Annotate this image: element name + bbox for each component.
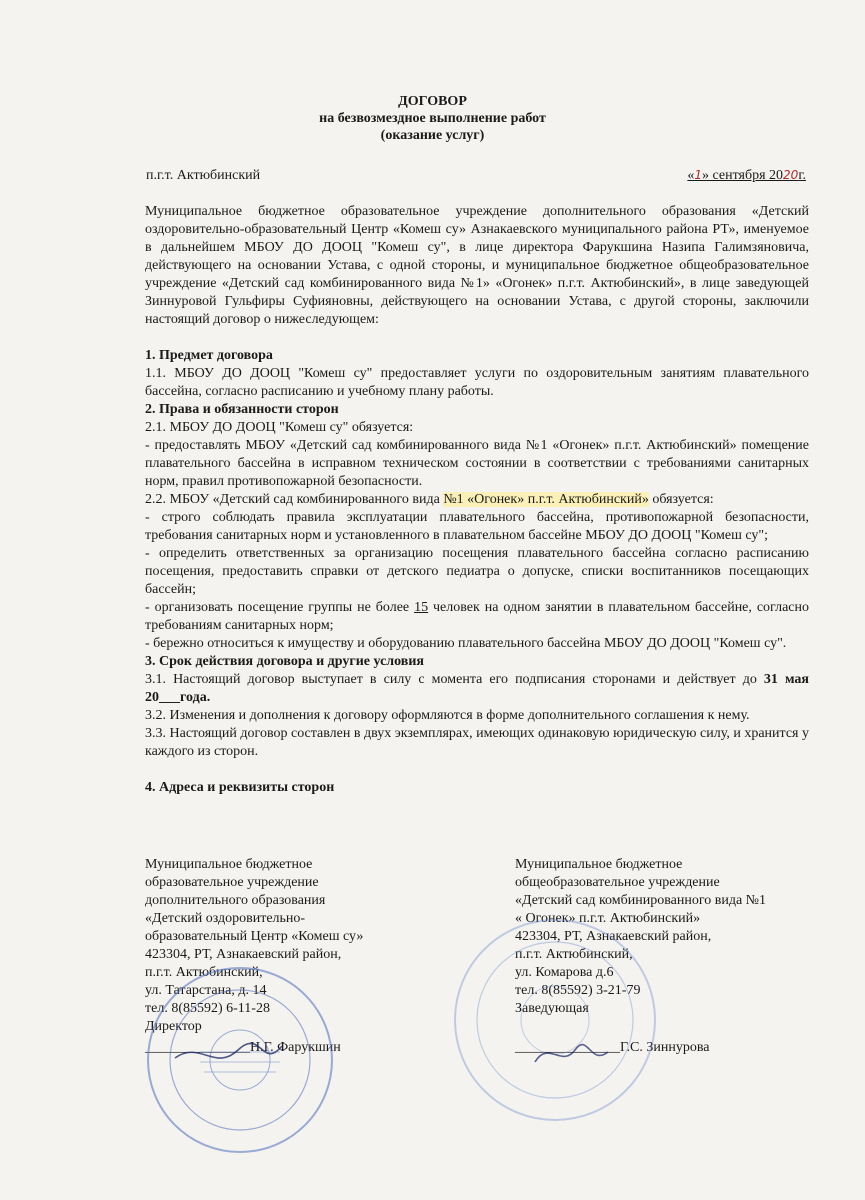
contract-date: «1» сентября 2020г.: [687, 168, 806, 183]
party-right-line: 423304, РТ, Азнакаевский район,: [515, 929, 712, 944]
section-2-p3: 2.2. МБОУ «Детский сад комбинированного вида №1 «Огонек» п.г.т. Актюбинский» обязуется:: [145, 492, 714, 507]
handwritten-day: 1: [694, 168, 703, 182]
party-left-line: Директор: [145, 1019, 202, 1034]
section-3-title: 3. Срок действия договора и другие условия: [145, 654, 424, 669]
party-left-line: Муниципальное бюджетное: [145, 857, 313, 872]
signature-left: _______________Н.Г. Фарукшин: [145, 1040, 341, 1055]
section-2-p6: - организовать посещение группы не более 15 человек на одном занятии в плавательном бассейне, согласно требованиям санитарных норм;: [145, 600, 809, 633]
highlighted-text: №1 «Огонек» п.г.т. Актюбинский»: [443, 492, 649, 507]
party-right-line: Заведующая: [515, 1001, 589, 1016]
party-left-line: 423304, РТ, Азнакаевский район,: [145, 947, 342, 962]
handwritten-year: 20: [783, 168, 799, 182]
left-stamp-icon: [148, 968, 332, 1152]
section-2-title: 2. Права и обязанности сторон: [145, 402, 339, 417]
party-right-line: тел. 8(85592) 3-21-79: [515, 983, 641, 998]
party-left-line: п.г.т. Актюбинский,: [145, 965, 263, 980]
party-right-line: «Детский сад комбинированного вида №1: [515, 893, 767, 908]
section-1-title: 1. Предмет договора: [145, 348, 273, 363]
section-1-p1: 1.1. МБОУ ДО ДООЦ "Комеш су" предоставляет услуги по оздоровительным занятиям плавательного бассейна, согласно расписанию и учебному плану работы.: [145, 366, 809, 399]
section-3-p3: 3.3. Настоящий договор составлен в двух экземплярах, имеющих одинаковую юридическую силу, и хранится у каждого из сторон.: [145, 726, 809, 759]
preamble: Муниципальное бюджетное образовательное учреждение дополнительного образования «Детский оздоровительно-образовательный Центр «Комеш су» Азнакаевского муниципального района РТ», именуемое в дальнейшем МБОУ ДО ДООЦ "Комеш су", в лице директора Фарукшина Назипа Галимзяновича, действующего на основании Устава, с одной стороны, и муниципальное бюджетное общеобразовательное учреждение «Детский сад комбинированного вида №1» «Огонек» п.г.т. Актюбинский», в лице заведующей Зиннуровой Гульфиры Суфияновны, действующего на основании Устава, с другой стороны, заключили настоящий договор о нижеследующем:: [145, 204, 809, 327]
group-size-number: 15: [414, 600, 429, 615]
document-title: ДОГОВОР: [398, 94, 467, 109]
party-left-line: ул. Татарстана, д. 14: [145, 983, 267, 998]
document-subtitle-2: (оказание услуг): [380, 128, 485, 143]
party-left-line: дополнительного образования: [145, 893, 326, 908]
party-left-line: образовательный Центр «Комеш су»: [145, 929, 364, 944]
party-left-line: «Детский оздоровительно-: [145, 911, 306, 926]
place-city: п.г.т. Актюбинский: [146, 168, 261, 183]
section-2-p2: - предоставлять МБОУ «Детский сад комбинированного вида №1 «Огонек» п.г.т. Актюбинский» помещение плавательного бассейна в исправном техническом состоянии в соответствии с требованиями санитарных норм, правил противопожарной безопасности.: [145, 438, 809, 489]
section-2-p5: - определить ответственных за организацию посещения плавательного бассейна согласно расписанию посещения, предоставить справки от детского педиатра о допуске, списки воспитанников посещающих бассейн;: [145, 546, 809, 597]
party-right-line: ул. Комарова д.6: [515, 965, 614, 980]
right-stamp-icon: [455, 920, 655, 1120]
party-right-line: общеобразовательное учреждение: [515, 875, 720, 890]
party-left-line: образовательное учреждение: [145, 875, 319, 890]
signature-right: _______________Г.С. Зиннурова: [515, 1040, 710, 1055]
section-2-p7: - бережно относиться к имуществу и оборудованию плавательного бассейна МБОУ ДО ДООЦ "Комеш су".: [145, 636, 787, 651]
section-4-title: 4. Адреса и реквизиты сторон: [145, 780, 335, 795]
section-3-p1: 3.1. Настоящий договор выступает в силу с момента его подписания сторонами и действует до 31 мая 20___года.: [145, 672, 809, 705]
section-3-p2: 3.2. Изменения и дополнения к договору оформляются в форме дополнительного соглашения к нему.: [145, 708, 750, 723]
document-subtitle: на безвозмездное выполнение работ: [319, 111, 546, 126]
section-2-p1: 2.1. МБОУ ДО ДООЦ "Комеш су" обязуется:: [145, 420, 414, 435]
section-2-p4: - строго соблюдать правила эксплуатации плавательного бассейна, противопожарной безопасности, требования санитарных норм и установленного в плавательном бассейне МБОУ ДО ДООЦ "Комеш су";: [145, 510, 809, 543]
party-right-line: « Огонек» п.г.т. Актюбинский»: [515, 911, 701, 926]
signature-right-icon: [535, 1045, 608, 1062]
party-right-line: п.г.т. Актюбинский,: [515, 947, 633, 962]
party-left-line: тел. 8(85592) 6-11-28: [145, 1001, 270, 1016]
party-right-line: Муниципальное бюджетное: [515, 857, 683, 872]
